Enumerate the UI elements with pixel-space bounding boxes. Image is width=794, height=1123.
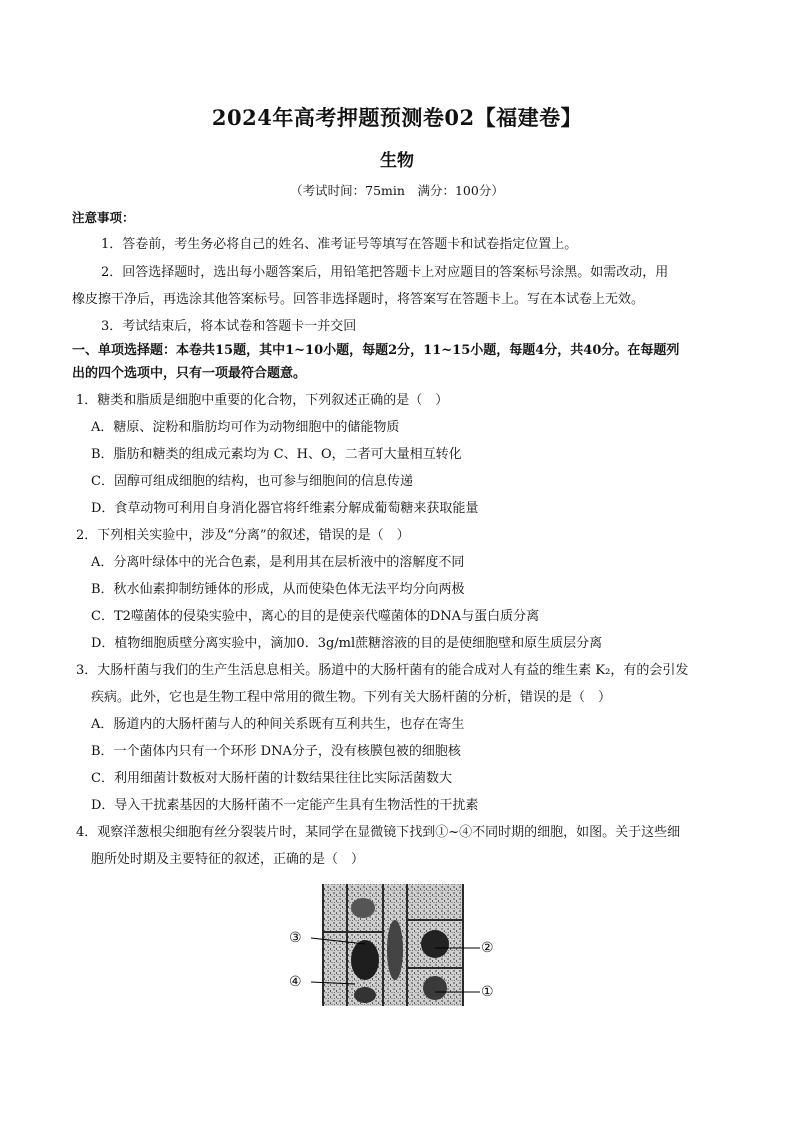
section-heading-cont: 出的四个选项中，只有一项最符合题意。 [72, 366, 307, 381]
question-3-option-c: C．利用细菌计数板对大肠杆菌的计数结果往往比实际活菌数大 [91, 771, 452, 786]
question-1-option-a: A．糖原、淀粉和脂肪均可作为动物细胞中的储能物质 [91, 420, 400, 435]
subject-heading: 生物 [380, 151, 414, 171]
section-heading: 一、单项选择题：本卷共15题，其中1~10小题，每题2分，11~15小题，每题4分，共40分。在每题列 [72, 343, 680, 358]
question-4-stem: 4．观察洋葱根尖细胞有丝分裂装片时，某同学在显微镜下找到①~④不同时期的细胞，如图。关于这些细 [76, 825, 681, 840]
question-2-option-d: D．植物细胞质壁分离实验中，滴加0．3g/ml蔗糖溶液的目的是使细胞壁和原生质层分离 [91, 636, 603, 651]
question-4-stem-cont: 胞所处时期及主要特征的叙述，正确的是（ ） [91, 852, 365, 867]
question-3-option-b: B．一个菌体内只有一个环形 DNA分子，没有核膜包被的细胞核 [91, 744, 461, 759]
notice-title: 注意事项： [72, 210, 135, 225]
notice-item-3: 3．考试结束后，将本试卷和答题卡一并交回 [101, 319, 357, 334]
question-3-stem-cont: 疾病。此外，它也是生物工程中常用的微生物。下列有关大肠杆菌的分析，错误的是（ ） [91, 690, 612, 705]
micrograph-image [285, 880, 501, 1010]
question-3-option-a: A．肠道内的大肠杆菌与人的种间关系既有互利共生，也存在寄生 [91, 717, 465, 732]
figure-label-3: ③ [289, 930, 302, 946]
notice-item-2: 2．回答选择题时，选出每小题答案后，用铅笔把答题卡上对应题目的答案标号涂黑。如需改动，用 [101, 265, 669, 280]
exam-title: 2024年高考押题预测卷02【福建卷】 [211, 105, 583, 130]
question-3-stem: 3．大肠杆菌与我们的生产生活息息相关。肠道中的大肠杆菌有的能合成对人有益的维生素 K₂，有的会引发 [76, 663, 689, 678]
question-1-stem: 1．糖类和脂质是细胞中重要的化合物，下列叙述正确的是（ ） [76, 393, 449, 408]
question-1-option-b: B．脂肪和糖类的组成元素均为 C、H、O，二者可大量相互转化 [91, 447, 462, 462]
question-2-stem: 2．下列相关实验中，涉及“分离”的叙述，错误的是（ ） [76, 528, 410, 543]
question-2-option-c: C．T2噬菌体的侵染实验中，离心的目的是使亲代噬菌体的DNA与蛋白质分离 [91, 609, 540, 624]
notice-item-1: 1．答卷前，考生务必将自己的姓名、准考证号等填写在答题卡和试卷指定位置上。 [101, 237, 578, 252]
question-3-option-d: D．导入干扰素基因的大肠杆菌不一定能产生具有生物活性的干扰素 [91, 798, 479, 813]
micrograph-figure [285, 880, 501, 1010]
question-2-option-b: B．秋水仙素抑制纺锤体的形成，从而使染色体无法平均分向两极 [91, 582, 465, 597]
question-1-option-d: D．食草动物可利用自身消化器官将纤维素分解成葡萄糖来获取能量 [91, 501, 479, 516]
question-2-option-a: A．分离叶绿体中的光合色素，是利用其在层析液中的溶解度不同 [91, 555, 465, 570]
figure-label-1: ① [481, 984, 494, 1000]
notice-item-2-cont: 橡皮擦干净后，再选涂其他答案标号。回答非选择题时，将答案写在答题卡上。写在本试卷上无效。 [72, 292, 645, 307]
exam-info: （考试时间：75min 满分：100分） [290, 183, 504, 198]
figure-label-2: ② [481, 940, 494, 956]
figure-label-4: ④ [289, 974, 302, 990]
question-1-option-c: C．固醇可组成细胞的结构，也可参与细胞间的信息传递 [91, 474, 413, 489]
